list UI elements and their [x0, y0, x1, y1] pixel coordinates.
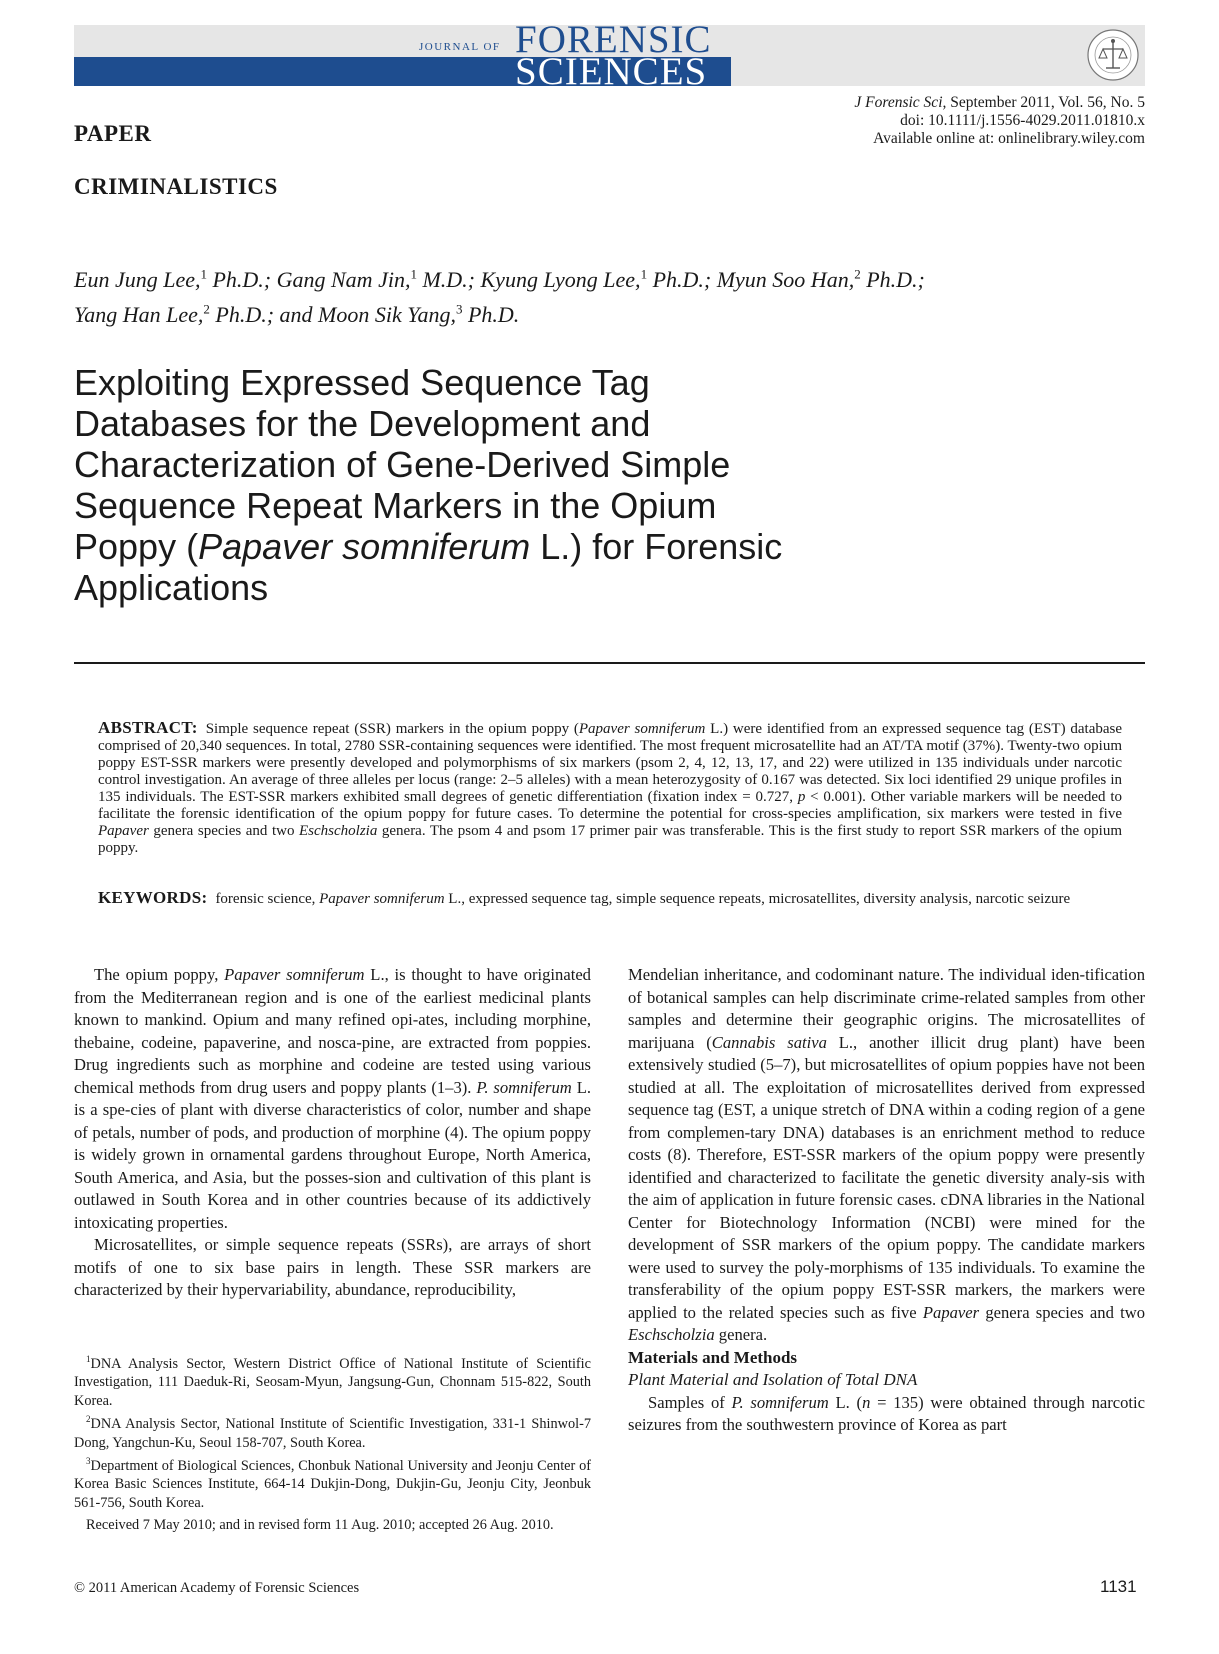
body-paragraph: Mendelian inheritance, and codominant nature. The individual iden-tification of botanical samples can help discriminate crime-related samples from other samples and determine their geographic origins. The microsatellites of marijuana (Cannabis sativa L., another illicit drug plant) have been extensively studied (5–7), but microsatellites of opium poppies have not been studied at all. The exploitation of microsatellites derived from expressed sequence tag (EST, a unique stretch of DNA within a coding region of a gene from complemen-tary DNA) databases is an enrichment method to reduce costs (8). Therefore, EST-SSR markers of the opium poppy were presently identified and characterized to facilitate the genetic diversity analy-sis with the aim of application in future forensic cases. cDNA libraries in the National Center for Biotechnology Information (NCBI) were mined for the development of SSR markers of the opium poppy. The candidate markers were used to survey the poly-morphisms of 135 individuals. To examine the transferability of the opium poppy EST-SSR markers, the markers were applied to the related species such as five Papaver genera species and two Eschscholzia genera. — [628, 965, 1145, 1344]
footnote: $^2$DNA Analysis Sector, National Institute of Scientific Investigation, 331-1 Shinwol-7 Dong, Yangchun-Ku, Seoul 158-707, South Korea. — [74, 1414, 591, 1451]
section-heading: Materials and Methods — [628, 1347, 798, 1367]
body-column-right — [628, 964, 1145, 1437]
citation-doi: doi: 10.1111/j.1556-4029.2011.01810.x — [900, 112, 1145, 129]
title-divider — [74, 662, 1145, 664]
page-number: 1131 — [1100, 1577, 1137, 1596]
affiliation-footnotes — [74, 1350, 591, 1535]
keywords: KEYWORDS: forensic science, Papaver somniferum L., expressed sequence tag, simple sequence repeats, microsatellites, diversity analysis, narcotic seizure — [98, 888, 1071, 907]
citation-online: Available online at: onlinelibrary.wiley.com — [873, 130, 1145, 147]
author: and Moon Sik Yang,$^3$ Ph.D. — [279, 301, 520, 327]
journal-logo-prefix: JOURNAL OF — [419, 41, 501, 53]
author: Myun Soo Han,$^2$ Ph.D.; — [716, 267, 925, 293]
article-title: Exploiting Expressed Sequence Tag Databases for the Development and Characterization of Gene-Derived Simple Sequence Repeat Markers in the Opium Poppy (Papaver somniferum L.) for Forensic Applications — [74, 362, 783, 608]
abstract: ABSTRACT: Simple sequence repeat (SSR) markers in the opium poppy (Papaver somniferum L.) were identified from an expressed sequence tag (EST) database comprised of 20,340 sequences. In total, 2780 SSR-containing sequences were identified. The most frequent microsatellite had an AT/TA motif (37%). Twenty-two opium poppy EST-SSR markers were presently developed and polymorphisms of six markers (psom 2, 4, 12, 13, 17, and 22) were utilized in 135 individuals under narcotic control investigation. An average of three alleles per locus (range: 2–5 alleles) with a mean heterozygosity of 0.167 was detected. Six loci identified 29 unique profiles in 135 individuals. The EST-SSR markers exhibited small degrees of genetic differentiation (fixation index = 0.727, p < 0.001). Other variable markers will be needed to facilitate the forensic identification of the opium poppy for future cases. To determine the potential for cross-species amplification, six markers were tested in five Papaver genera species and two Eschscholzia genera. The psom 4 and psom 17 primer pair was transferable. This is the first study to report SSR markers of the opium poppy. — [98, 718, 1123, 856]
article-type: PAPER — [74, 121, 152, 146]
received-dates: Received 7 May 2010; and in revised form 11 Aug. 2010; accepted 26 Aug. 2010. — [86, 1517, 554, 1534]
subsection-heading: Plant Material and Isolation of Total DNA — [628, 1370, 918, 1389]
footnote: $^1$DNA Analysis Sector, Western District Office of National Institute of Scientific Investigation, 111 Daeduk-Ri, Seosam-Myun, Jangsung-Gun, Chonnam 515-822, South Korea. — [74, 1354, 591, 1409]
author: Yang Han Lee,$^2$ Ph.D.; — [74, 301, 280, 327]
copyright-notice: © 2011 American Academy of Forensic Sciences — [74, 1580, 360, 1596]
article-category: CRIMINALISTICS — [74, 174, 278, 199]
body-paragraph: The opium poppy, Papaver somniferum L., is thought to have originated from the Mediterranean region and is one of the earliest medicinal plants known to mankind. Opium and many refined opi-ates, including morphine, thebaine, codeine, papaverine, and nosca-pine, are extracted from poppies. Drug ingredients such as morphine and codeine are tested using various chemical methods from drug users and poppy plants (1–3). P. somniferum L. is a spe-cies of plant with diverse characteristics of color, number and shape of petals, number of pods, and production of morphine (4). The opium poppy is widely grown in ornamental gardens throughout Europe, North America, South America, and Asia, but the posses-sion and cultivation of this plant is outlawed in South Korea and in other countries because of its addictively intoxicating properties. — [74, 965, 592, 1232]
citation-block — [854, 94, 1145, 148]
abstract-label: ABSTRACT: — [98, 718, 198, 737]
body-column-left — [74, 964, 591, 1302]
aafs-seal-icon — [1086, 28, 1140, 82]
citation-issue-line: J Forensic Sci, September 2011, Vol. 56, No. 5 — [854, 94, 1145, 111]
footnote: $^3$Department of Biological Sciences, Chonbuk National University and Jeonju Center of Korea Basic Sciences Institute, 664-14 Dukjin-Dong, Dukjin-Gu, Jeonju City, Jeonbuk 561-756, South Korea. — [74, 1456, 591, 1511]
author: Eun Jung Lee,$^1$ Ph.D.; — [74, 267, 277, 293]
journal-logo-line1: FORENSIC — [515, 18, 712, 61]
author: Kyung Lyong Lee,$^1$ Ph.D.; — [480, 267, 717, 293]
body-paragraph: Microsatellites, or simple sequence repeats (SSRs), are arrays of short motifs of one to six base pairs in length. These SSR markers are characterized by their hypervariability, abundance, reproducibility, — [74, 1235, 591, 1299]
body-paragraph: Samples of P. somniferum L. (n = 135) were obtained through narcotic seizures from the southwestern province of Korea as part — [628, 1392, 1146, 1434]
author-list — [74, 260, 1134, 329]
journal-logo-line2: SCIENCES — [515, 50, 708, 93]
keywords-label: KEYWORDS: — [98, 888, 208, 907]
author: Gang Nam Jin,$^1$ M.D.; — [276, 267, 481, 293]
